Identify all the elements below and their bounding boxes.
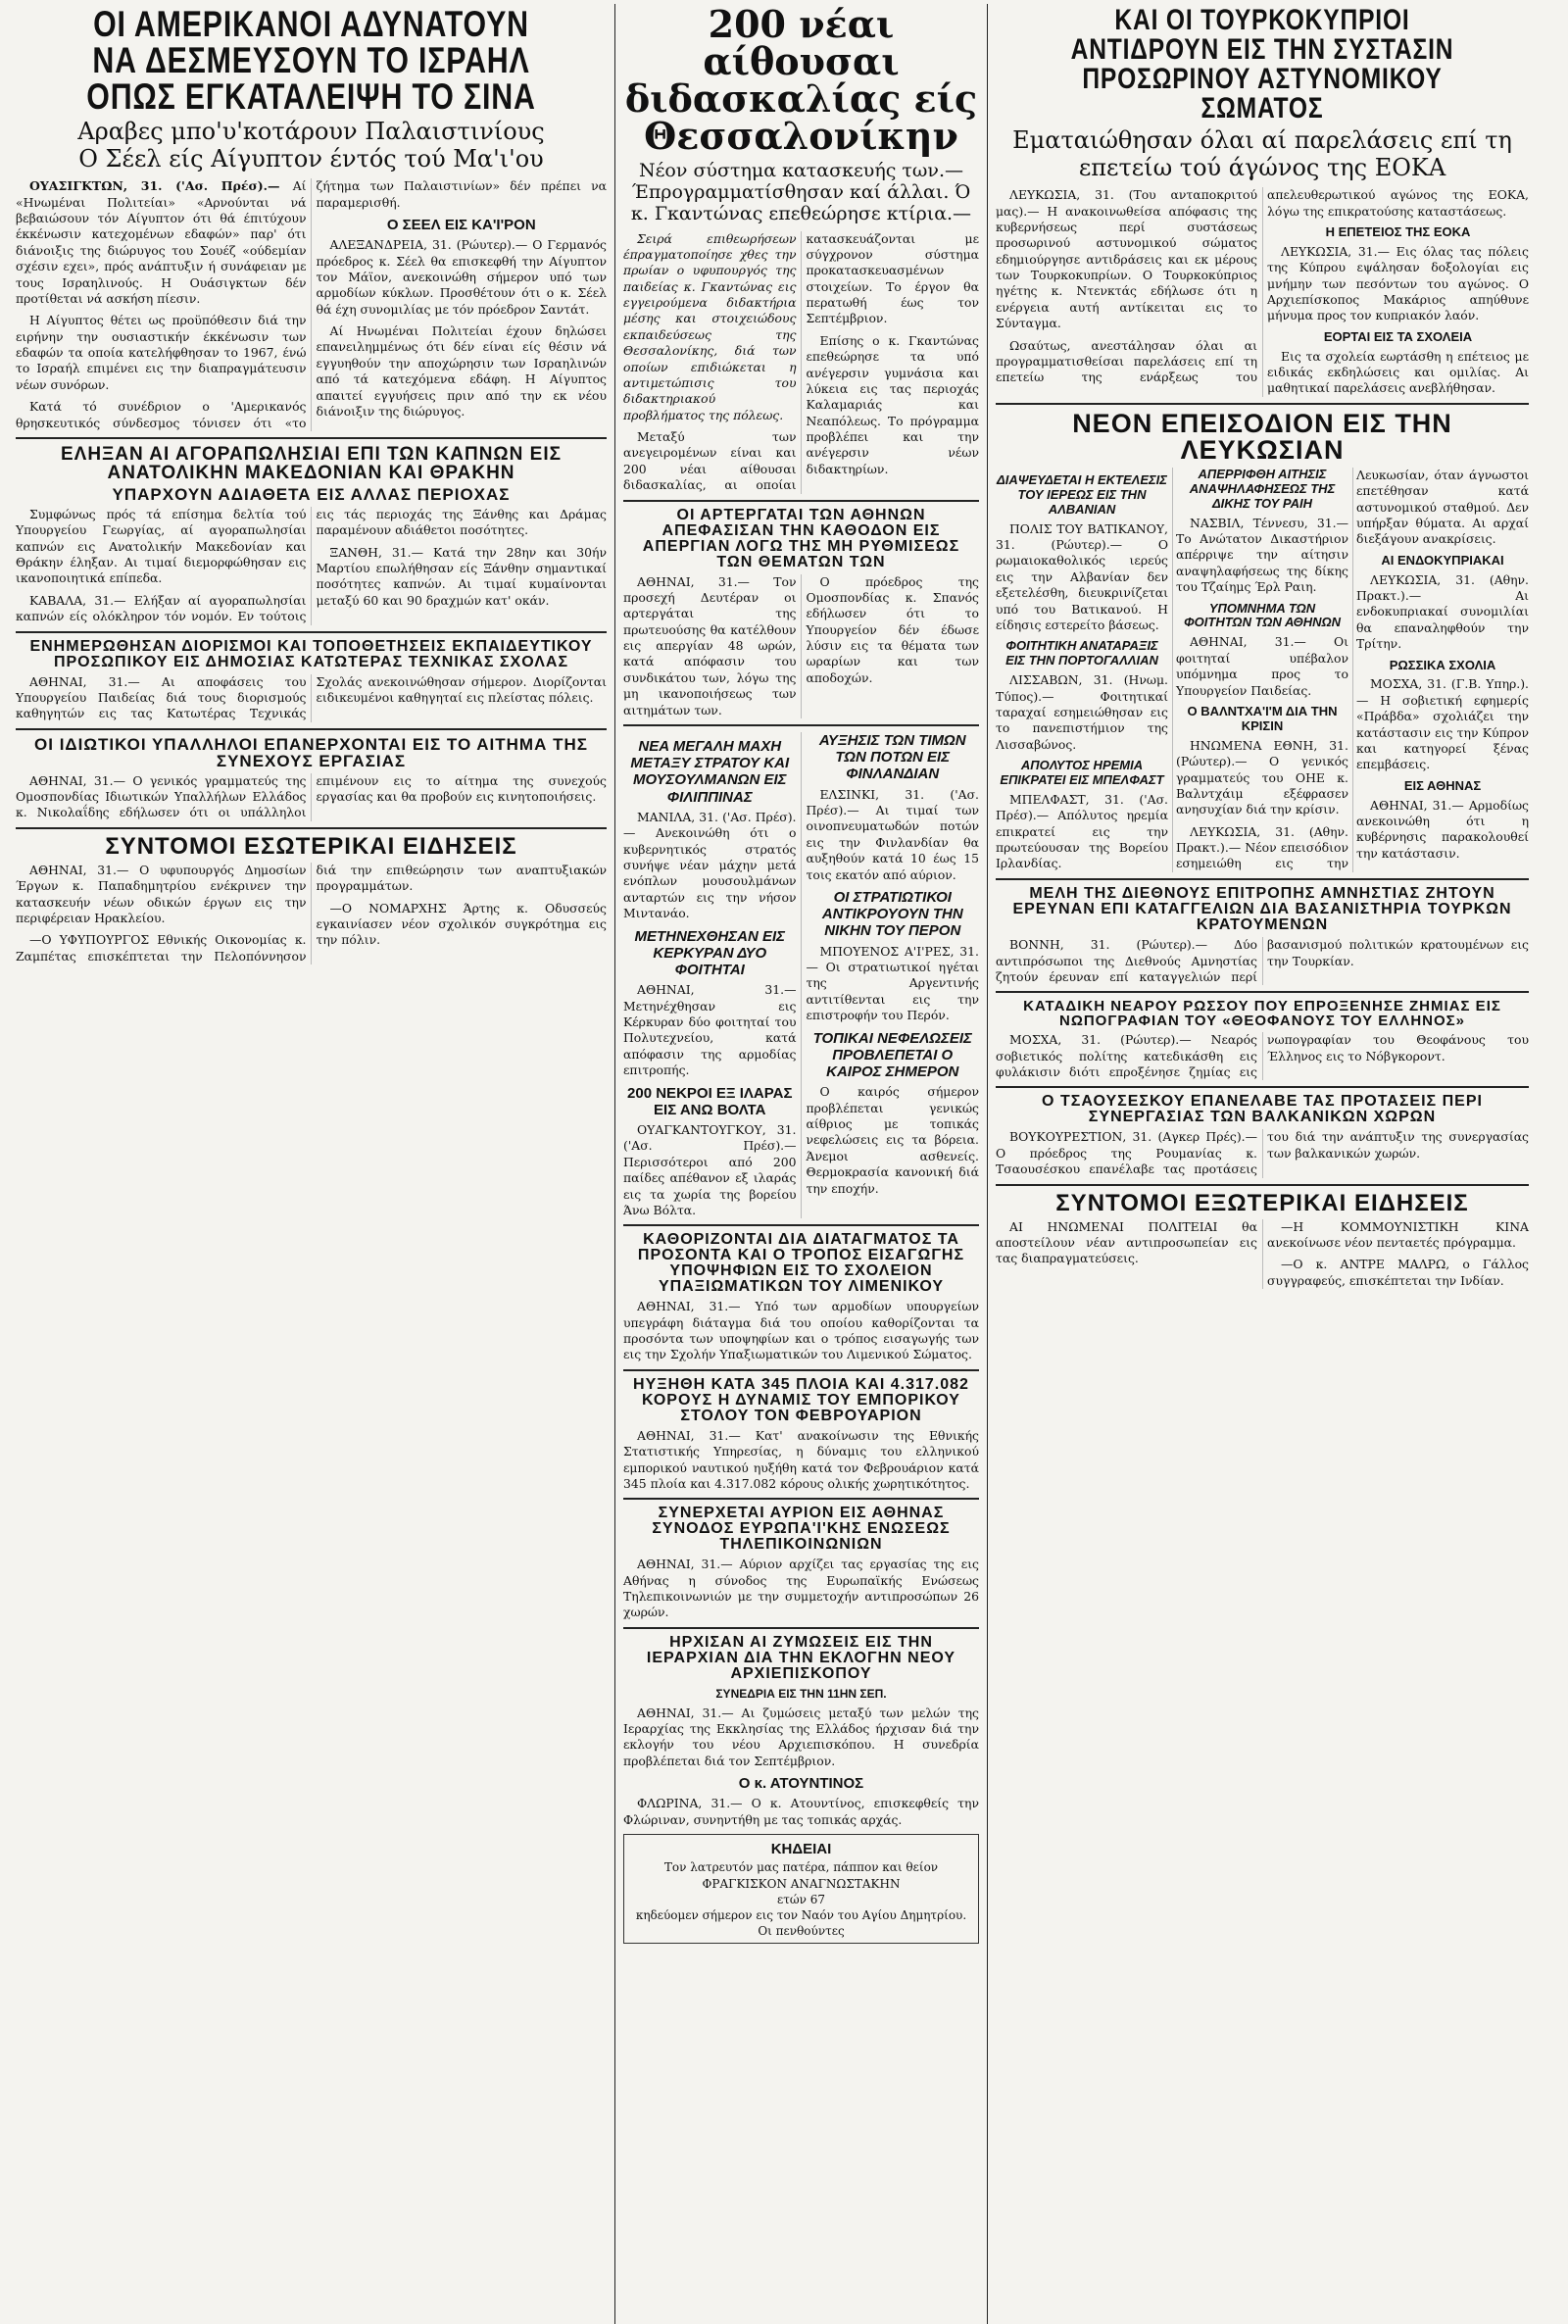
- article-corfu-students: ΑΘΗΝΑΙ, 31.— Μετηνέχθησαν εις Κέρκυραν δύο φοιτηταί του Πολυτεχνείου, κατά απόφασιν της αρμοδίας επιτροπής.: [623, 982, 797, 1078]
- obituary-box: [623, 1834, 979, 1944]
- article-classrooms-p3: Επίσης ο κ. Γκαντώνας επεθεώρησε τα υπό ανέγερσιν γυμνάσια και λύκεια εις τας περιοχάς Καλαμαριάς και Νεαπόλεως. Το πρόγραμμα προβλέπει και την ανέγερσιν νέων διδακτηρίων.: [806, 332, 979, 476]
- brief-1: ΑΘΗΝΑΙ, 31.— Ο υφυπουργός Δημοσίων Έργων κ. Παπαδημητρίου ενέκρινεν την κατασκευήν νέων οδικών έργων εις την περιφέρειαν Ηρακλείου.: [16, 862, 307, 925]
- article-fresco-damage: ΜΟΣΧΑ, 31. (Ρώυτερ).— Νεαρός σοβιετικός πολίτης κατεδικάσθη εις φυλάκισιν διότι επροξένησε ζημίας εις νωπογραφίαν του Θεοφάνους του Έλληνος εις το Νόβγκοροντ.: [996, 1032, 1529, 1080]
- article-cyprus-p2: Ωσαύτως, ανεστάλησαν όλαι αι προγραμματισθείσαι παρελάσεις επί τη επετείω της ενάρξεως του απελευθερωτικού αγώνος της ΕΟΚΑ, λόγω της επικρατούσης καταστάσεως.: [996, 187, 1529, 385]
- subheadline-tobacco: ΥΠΑΡΧΟΥΝ ΑΔΙΑΘΕΤΑ ΕΙΣ ΑΛΛΑΣ ΠΕΡΙΟΧΑΣ: [112, 484, 511, 504]
- headline-bakers-strike: ΟΙ ΑΡΤΕΡΓΑΤΑΙ ΤΩΝ ΑΘΗΝΩΝ ΑΠΕΦΑΣΙΣΑΝ ΤΗΝ ΚΑΘΟΔΟΝ ΕΙΣ ΑΠΕΡΓΙΑΝ ΛΟΓΩ ΤΗΣ ΜΗ ΡΥΘΜΙΣΕΩΣ ΤΩΝ ΘΕΜΑΤΩΝ ΤΩΝ: [642, 506, 960, 570]
- headline-corfu-students: ΜΕΤΗΝΕΧΘΗΣΑΝ ΕΙΣ ΚΕΡΚΥΡΑΝ ΔΥΟ ΦΟΙΤΗΤΑΙ: [634, 927, 786, 979]
- subhead-school-celebrations: ΕΟΡΤΑΙ ΕΙΣ ΤΑ ΣΧΟΛΕΙΑ: [1323, 328, 1473, 344]
- headline-thessaloniki-classrooms: 200 νέαι αίθουσαι διδασκαλίας είς Θεσσαλονίκην: [624, 4, 978, 158]
- article-intercommunal: ΛΕΥΚΩΣΙΑ, 31. (Αθην. Πρακτ.).— Αι ενδοκυπριακαί συνομιλίαι θα επαναληφθούν την Τρίτην.: [1356, 571, 1529, 652]
- article-israel-side: Αί Ηνωμέναι Πολιτείαι έχουν δηλώσει επανειλημμένως ότι δέν είναι είς θέσιν νά εγγυηθούν την αποχώρησιν των Ισραηλινών από τά κατεχόμενα εδάφη. Η Αίγυπτος απαιτεί εγγυήσεις πριν από την εκ νέου διάνοιξιν της διώρυγος.: [316, 323, 607, 419]
- headline-tobacco: ΕΛΗΞΑΝ ΑΙ ΑΓΟΡΑΠΩΛΗΣΙΑΙ ΕΠΙ ΤΩΝ ΚΑΠΝΩΝ ΕΙΣ ΑΝΑΤΟΛΙΚΗΝ ΜΑΚΕΔΟΝΙΑΝ ΚΑΙ ΘΡΑΚΗΝ: [60, 443, 563, 483]
- article-portugal-students: ΛΙΣΣΑΒΩΝ, 31. (Ηνωμ. Τύπος).— Φοιτητικαί ταραχαί εσημειώθησαν εις το πανεπιστήμιον της Λισσαβώνος.: [996, 672, 1168, 752]
- article-archbishop: ΑΘΗΝΑΙ, 31.— Αι ζυμώσεις μεταξύ των μελών της Ιεραρχίας της Εκκλησίας της Ελλάδος ήρχισαν διά την εκλογήν του νέου Αρχιεπισκόπου. Η συνεδρία προβλέπεται διά τον Σεπτέμβριον.: [623, 1705, 979, 1768]
- headline-israel-sinai: ΟΙ ΑΜΕΡΙΚΑΝΟΙ ΑΔΥΝΑΤΟΥΝ ΝΑ ΔΕΣΜΕΥΣΟΥΝ ΤΟ ΙΣΡΑΗΛ ΟΠΩΣ ΕΓΚΑΤΑΛΕΙΨΗ ΤΟ ΣΙΝΑ: [86, 4, 536, 117]
- article-telecom: ΑΘΗΝΑΙ, 31.— Αύριον αρχίζει τας εργασίας της εις Αθήνας η σύνοδος της Ευρωπαϊκής Ενώσεως Τηλεπικοινωνιών με την συμμετοχήν αντιπροσώπων 26 χωρών.: [623, 1557, 979, 1620]
- headline-nicosia-incident: ΝΕΟΝ ΕΠΕΙΣΟΔΙΟΝ ΕΙΣ ΤΗΝ ΛΕΥΚΩΣΙΑΝ: [1072, 408, 1452, 465]
- subhead-intercommunal: ΑΙ ΕΝΔΟΚΥΠΡΙΑΚΑΙ: [1381, 552, 1504, 568]
- article-classrooms-p1: Σειρά επιθεωρήσεων έπραγματοποίησε χθες την πρωίαν ο υφυπουργός της παιδείας κ. Γκαντώνας εις εγγειρούμενα διδακτήρια μέσης και στοιχειώδους εκπαιδεύσεως της Θεσσαλονίκης, διά των οποίων επιδιώκεται η αντιμετώπισις του διδακτηριακού προβλήματος της πόλεως.: [623, 230, 797, 422]
- headline-teachers: ΕΝΗΜΕΡΩΘΗΣΑΝ ΔΙΟΡΙΣΜΟΙ ΚΑΙ ΤΟΠΟΘΕΤΗΣΕΙΣ ΕΚΠΑΙΔΕΥΤΙΚΟΥ ΠΡΟΣΩΠΙΚΟΥ ΕΙΣ ΔΗΜΟΣΙΑΣ ΚΑΤΩΤΕΡΑΣ ΤΕΧΝΙΚΑΣ ΣΧΟΛΑΣ: [29, 637, 593, 670]
- article-tobacco-p2: ΚΑΒΑΛΑ, 31.— Ελήξαν αί αγοραπωλησίαι καπνών είς ολόκληρον τόν νομόν. Εν τούτοις εις τάς περιοχάς της Ξάνθης και Δράμας παραμένουν αδιάθετοι ποσότητες.: [16, 506, 607, 624]
- article-nicosia-incident: ΛΕΥΚΩΣΙΑ, 31. (Αθην. Πρακτ.).— Νέον επεισόδιον εσημειώθη εις την Λευκωσίαν, όταν άγνωστοι επετέθησαν κατά αστυνομικού σταθμού. Δεν υπήρξαν θύματα. Αι αρχαί διεξάγουν ανακρίσεις.: [1176, 467, 1529, 871]
- article-cyprus-p3: ΛΕΥΚΩΣΙΑ, 31.— Εις όλας τας πόλεις της Κύπρου εψάλησαν δοξολογίαι εις μνήμην των πεσόντων του αγώνος. Ο Αρχιεπίσκοπος Μακάριος απηύθυνε μήνυμα προς τον κυπριακόν λαόν.: [1267, 243, 1529, 323]
- headline-fresco-damage: ΚΑΤΑΔΙΚΗ ΝΕΑΡΟΥ ΡΩΣΣΟΥ ΠΟΥ ΕΠΡΟΞΕΝΗΣΕ ΖΗΜΙΑΣ ΕΙΣ ΝΩΠΟΓΡΑΦΙΑΝ ΤΟΥ «ΘΕΟΦΑΝΟΥΣ ΤΟΥ ΕΛΛΗΝΟΣ»: [1023, 998, 1501, 1030]
- article-seel: ΑΛΕΞΑΝΔΡΕΙΑ, 31. (Ρώυτερ).— Ο Γερμανός πρόεδρος κ. Σέελ θα επισκεφθή την Αίγυπτον τον Μάϊον, ανεκοινώθη σήμερον υπό των αρμοδίων κύκλων. Προσθέτουν ότι ο κ. Σέελ θά έχη συνομιλίας με τόν πρόεδρον Σαντάτ.: [316, 237, 607, 317]
- headline-finland: ΑΥΞΗΣΙΣ ΤΩΝ ΤΙΜΩΝ ΤΩΝ ΠΟΤΩΝ ΕΙΣ ΦΙΝΛΑΝΔΙΑΝ: [818, 731, 966, 783]
- article-private-employees: ΑΘΗΝΑΙ, 31.— Ο γενικός γραμματεύς της Ομοσπονδίας Ιδιωτικών Υπαλλήλων Ελλάδος κ. Νικολαΐδης εδήλωσεν ότι οι υπάλληλοι επιμένουν εις το αίτημα της συνεχούς εργασίας και θα προβούν εις κινητοποιήσεις.: [16, 772, 607, 820]
- subhead-eoka-anniversary: Η ΕΠΕΤΕΙΟΣ ΤΗΣ ΕΟΚΑ: [1325, 223, 1471, 239]
- headline-ceausescu: Ο ΤΣΑΟΥΣΕΣΚΟΥ ΕΠΑΝΕΛΑΒΕ ΤΑΣ ΠΡΟΤΑΣΕΙΣ ΠΕΡΙ ΣΥΝΕΡΓΑΣΙΑΣ ΤΩΝ ΒΑΛΚΑΝΙΚΩΝ ΧΩΡΩΝ: [1042, 1093, 1483, 1126]
- headline-belfast: ΑΠΟΛΥΤΟΣ ΗΡΕΜΙΑ ΕΠΙΚΡΑΤΕΙ ΕΙΣ ΜΠΕΛΦΑΣΤ: [1000, 758, 1164, 787]
- headline-turkish-cypriots: ΚΑΙ ΟΙ ΤΟΥΡΚΟΚΥΠΡΙΟΙ ΑΝΤΙΔΡΟΥΝ ΕΙΣ ΤΗΝ ΣΥΣΤΑΣΙΝ ΠΡΟΣΩΡΙΝΟΥ ΑΣΤΥΝΟΜΙΚΟΥ ΣΩΜΑΤΟΣ: [1070, 4, 1454, 124]
- headline-telecom: ΣΥΝΕΡΧΕΤΑΙ ΑΥΡΙΟΝ ΕΙΣ ΑΘΗΝΑΣ ΣΥΝΟΔΟΣ ΕΥΡΩΠΑ'Ι'ΚΗΣ ΕΝΩΣΕΩΣ ΤΗΛΕΠΙΚΟΙΝΩΝΙΩΝ: [652, 1505, 951, 1554]
- obituary-text: Τον λατρευτόν μας πατέρα, πάππον και θείον ΦΡΑΓΚΙΣΚΟΝ ΑΝΑΓΝΩΣΤΑΚΗΝ ετών 67 κηδεύομεν σήμερον εις τον Ναόν του Αγίου Δημητρίου. Οι πενθούντες: [635, 1860, 967, 1939]
- headline-waldheim: Ο ΒΑΛΝΤΧΑ'Ι'Μ ΔΙΑ ΤΗΝ ΚΡΙΣΙΝ: [1187, 703, 1338, 733]
- article-cyprus-p1: ΛΕΥΚΩΣΙΑ, 31. (Του ανταποκριτού μας).— Η ανακοινωθείσα απόφασις της κυβερνήσεως περί συστάσεως προσωρινού αστυνομικού σώματος εδημιούργησε αντιδράσεις και εκ μέρους των Τουρκοκυπρίων. Ο Τουρκοκύπριος ηγέτης κ. Ντενκτάς εδήλωσε ότι η ενέργεια αυτή αντίκειται εις το Σύνταγμα.: [996, 187, 1257, 331]
- article-bakers-p1: ΑΘΗΝΑΙ, 31.— Τον προσεχή Δευτέραν οι αρτεργάται της πρωτευούσης θα κατέλθουν εις απεργίαν 48 ωρών, κατά απόφασιν του συνδικάτου των, λόγω της μη ικανοποιήσεως των αιτημάτων των.: [623, 573, 797, 717]
- obituary-title: ΚΗΔΕΙΑΙ: [770, 1841, 832, 1858]
- article-teachers: ΑΘΗΝΑΙ, 31.— Αι αποφάσεις του Υπουργείου Παιδείας διά τους διορισμούς καθηγητών εις τας Κατωτέρας Τεχνικάς Σχολάς ανεκοινώθησαν σήμερον. Διορίζονται ειδικευμένοι καθηγηταί εις πλείστας πόλεις.: [16, 673, 607, 721]
- article-israel-p3: Κατά τό συνέδριον ο 'Αμερικανός θρησκευτικός σύνδεσμος τόνισεν ότι «το ζήτημα των Παλαιστινίων» δέν πρέπει να παραμερισθή.: [16, 178, 607, 430]
- foreign-brief-1: ΑΙ ΗΝΩΜΕΝΑΙ ΠΟΛΙΤΕΙΑΙ θα αποστείλουν νέαν αντιπροσωπείαν εις τας διαπραγματεύσεις.: [996, 1218, 1257, 1266]
- subheadline-eoka: Εματαιώθησαν όλαι αί παρελάσεις επί τη επετείω τού άγώνος της ΕΟΚΑ: [1012, 126, 1512, 181]
- article-amnesty: ΒΟΝΝΗ, 31. (Ρώυτερ).— Δύο αντιπρόσωποι της Διεθνούς Αμνηστίας ζητούν έρευναν επί καταγγελιών περί βασανισμού πολιτικών κρατουμένων εις την Τουρκίαν.: [996, 937, 1529, 984]
- foreign-brief-3: —Ο κ. ΑΝΤΡΕ ΜΑΛΡΩ, ο Γάλλος συγγραφεύς, επισκέπτεται την Ινδίαν.: [1267, 1257, 1529, 1288]
- headline-atountinos: Ο κ. ΑΤΟΥΝΤΙΝΟΣ: [738, 1775, 864, 1793]
- article-peron: ΜΠΟΥΕΝΟΣ Α'Ι'ΡΕΣ, 31.— Οι στρατιωτικοί ηγέται της Αργεντινής αντιτίθενται εις την επιστροφήν του Περόν.: [806, 943, 979, 1023]
- headline-students-memo: ΥΠΟΜΝΗΜΑ ΤΩΝ ΦΟΙΤΗΤΩΝ ΤΩΝ ΑΘΗΝΩΝ: [1183, 600, 1342, 630]
- subhead-athens: ΕΙΣ ΑΘΗΝΑΣ: [1403, 777, 1482, 793]
- subhead-seel-cairo: Ο ΣΕΕΛ ΕΙΣ ΚΑ'Ι'ΡΟΝ: [386, 216, 536, 233]
- headline-amnesty: ΜΕΛΗ ΤΗΣ ΔΙΕΘΝΟΥΣ ΕΠΙΤΡΟΠΗΣ ΑΜΝΗΣΤΙΑΣ ΖΗΤΟΥΝ ΕΡΕΥΝΑΝ ΕΠΙ ΚΑΤΑΓΓΕΛΙΩΝ ΔΙΑ ΒΑΣΑΝΙΣΤΗΡΙΑ ΤΟΥΡΚΩΝ ΚΡΑΤΟΥΜΕΝΩΝ: [1012, 885, 1512, 934]
- article-measles: ΟΥΑΓΚΑΝΤΟΥΓΚΟΥ, 31. ('Ασ. Πρέσ).— Περισσότεροι από 200 παίδες απέθανον εξ ιλαράς εις τα χωρία της βορείου Άνω Βόλτα.: [623, 1122, 797, 1217]
- headline-albania-priest: ΔΙΑΨΕΥΔΕΤΑΙ Η ΕΚΤΕΛΕΣΙΣ ΤΟΥ ΙΕΡΕΩΣ ΕΙΣ ΤΗΝ ΑΛΒΑΝΙΑΝ: [997, 471, 1167, 517]
- headline-coast-guard: ΚΑΘΟΡΙΖΟΝΤΑΙ ΔΙΑ ΔΙΑΤΑΓΜΑΤΟΣ ΤΑ ΠΡΟΣΟΝΤΑ ΚΑΙ Ο ΤΡΟΠΟΣ ΕΙΣΑΓΩΓΗΣ ΥΠΟΨΗΦΙΩΝ ΕΙΣ ΤΟ ΣΧΟΛΕΙΟΝ ΥΠΑΞΙΩΜΑΤΙΚΩΝ ΤΟΥ ΛΙΜΕΝΙΚΟΥ: [637, 1231, 965, 1296]
- article-albania-priest: ΠΟΛΙΣ ΤΟΥ ΒΑΤΙΚΑΝΟΥ, 31. (Ρώυτερ).— Ο ρωμαιοκαθολικός ιερεύς εις την Αλβανίαν δεν εξετελέσθη, διευκρινίζεται υπό του Βατικανού. Η είδησις εστερείτο βάσεως.: [996, 520, 1168, 632]
- dateline-washington: ΟΥΑΣΙΓΚΤΩΝ, 31. ('Ασ. Πρέσ).—: [29, 178, 280, 194]
- headline-weather: ΤΟΠΙΚΑΙ ΝΕΦΕΛΩΣΕΙΣ ΠΡΟΒΛΕΠΕΤΑΙ Ο ΚΑΙΡΟΣ ΣΗΜΕΡΟΝ: [812, 1029, 972, 1081]
- kicker-archbishop: ΣΥΝΕΔΡΙΑ ΕΙΣ ΤΗΝ 11ΗΝ ΣΕΠ.: [715, 1686, 887, 1701]
- article-ray-appeal: ΝΑΣΒΙΛ, Τέννεσυ, 31.— Το Ανώτατον Δικαστήριον απέρριψε την αίτησιν αναψηλαφήσεως της δίκης του Τζαίημς Έρλ Ραιη.: [1176, 515, 1348, 595]
- brief-2: —Ο ΥΦΥΠΟΥΡΓΟΣ Εθνικής Οικονομίας κ. Ζαμπέτας επισκέπτεται την Πελοπόννησον διά την επιθεώρησιν των αναπτυξιακών προγραμμάτων.: [16, 862, 607, 964]
- headline-ray-appeal: ΑΠΕΡΡΙΦΘΗ ΑΙΤΗΣΙΣ ΑΝΑΨΗΛΑΦΗΣΕΩΣ ΤΗΣ ΔΙΚΗΣ ΤΟΥ ΡΑΙΗ: [1189, 466, 1336, 511]
- article-athens: ΑΘΗΝΑΙ, 31.— Αρμοδίως ανεκοινώθη ότι η κυβέρνησις παρακολουθεί την κατάστασιν.: [1356, 797, 1529, 861]
- article-atountinos: ΦΛΩΡΙΝΑ, 31.— Ο κ. Ατουντίνος, επισκεφθείς την Φλώριναν, συνηντήθη με τας τοπικάς αρχάς.: [623, 1796, 979, 1827]
- headline-portugal-students: ΦΟΙΤΗΤΙΚΗ ΑΝΑΤΑΡΑΞΙΣ ΕΙΣ ΤΗΝ ΠΟΡΤΟΓΑΛΛΙΑΝ: [1005, 638, 1158, 668]
- article-ceausescu: ΒΟΥΚΟΥΡΕΣΤΙΟΝ, 31. (Αγκερ Πρές).— Ο πρόεδρος της Ρουμανίας κ. Τσαουσέσκου επανέλαβε τας προτάσεις του διά την ανάπτυξιν της συνεργασίας των βαλκανικών χωρών.: [996, 1129, 1529, 1177]
- column-left: [8, 4, 615, 2324]
- headline-domestic-briefs: ΣΥΝΤΟΜΟΙ ΕΣΩΤΕΡΙΚΑΙ ΕΙΔΗΣΕΙΣ: [105, 832, 517, 860]
- article-israel-p1: Αί «Ηνωμέναι Πολιτείαι» «Αρνούνται νά βεβαιώσουν τόν Αίγυπτον ότι θά έπιτύχουν έκκένωσιν κατεχομένων εδαφών» παρ' ότι διάνοιξις της διώρυγος του Σουέζ «ούδεμίαν σχέσιν εχει», πρός ανάπτυξιν ή συνάφειαν με τους Ισραηλινούς. Η Ουάσιγκτων δέν προτίθεται νά ασκήση πίεσιν.: [16, 178, 307, 306]
- subhead-russian-comments: ΡΩΣΣΙΚΑ ΣΧΟΛΙΑ: [1389, 657, 1496, 672]
- headline-peron: ΟΙ ΣΤΡΑΤΙΩΤΙΚΟΙ ΑΝΤΙΚΡΟΥΟΥΝ ΤΗΝ ΝΙΚΗΝ ΤΟΥ ΠΕΡΟΝ: [821, 888, 963, 940]
- article-belfast: ΜΠΕΛΦΑΣΤ, 31. ('Ασ. Πρέσ).— Απόλυτος ηρεμία επικρατεί εις την πρωτεύουσαν της Βορείου Ιρλανδίας.: [996, 791, 1168, 871]
- headline-merchant-fleet: ΗΥΞΗΘΗ ΚΑΤΑ 345 ΠΛΟΙΑ ΚΑΙ 4.317.082 ΚΟΡΟΥΣ Η ΔΥΝΑΜΙΣ ΤΟΥ ΕΜΠΟΡΙΚΟΥ ΣΤΟΛΟΥ ΤΟΝ ΦΕΒΡΟΥΑΡΙΟΝ: [633, 1375, 969, 1424]
- article-tobacco-p3: ΞΑΝΘΗ, 31.— Κατά την 28ην και 30ήν Μαρτίου επωλήθησαν είς Ξάνθην σημαντικαί ποσότητες καπνών. Αι τιμαί κυμαίνονται μεταξύ 60 και 90 δραχμών κατ' οκάν.: [316, 544, 607, 608]
- brief-3: —Ο ΝΟΜΑΡΧΗΣ Άρτης κ. Οδυσσεύς εγκαινίασεν νέον σχολικόν συγκρότημα εις την πόλιν.: [316, 900, 607, 948]
- article-bakers-p2: Ο πρόεδρος της Ομοσπονδίας κ. Σπανός εδήλωσεν ότι το Υπουργείον δέν έδωσε λύσιν εις τα θέματα των ωραρίων και των αποδοχών.: [806, 573, 979, 685]
- subheadline-palestinians: Αραβες μπο'υ'κοτάρουν Παλαιστινίους Ο Σέελ είς Αίγυπτον έντός τού Μα'ι'ου: [77, 118, 545, 173]
- headline-foreign-briefs: ΣΥΝΤΟΜΟΙ ΕΞΩΤΕΡΙΚΑΙ ΕΙΔΗΣΕΙΣ: [1055, 1189, 1469, 1216]
- article-merchant-fleet: ΑΘΗΝΑΙ, 31.— Κατ' ανακοίνωσιν της Εθνικής Στατιστικής Υπηρεσίας, η δύναμις του ελληνικού εμπορικού ναυτικού ηυξήθη κατά τον Φεβρουάριον κατά 345 πλοία και 4.317.082 κόρους ολικής χωρητικότητος.: [623, 1427, 979, 1491]
- headline-private-employees: ΟΙ ΙΔΙΩΤΙΚΟΙ ΥΠΑΛΛΗΛΟΙ ΕΠΑΝΕΡΧΟΝΤΑΙ ΕΙΣ ΤΟ ΑΙΤΗΜΑ ΤΗΣ ΣΥΝΕΧΟΥΣ ΕΡΓΑΣΙΑΣ: [34, 734, 588, 770]
- article-waldheim: ΗΝΩΜΕΝΑ ΕΘΝΗ, 31. (Ρώυτερ).— Ο γενικός γραμματεύς του ΟΗΕ κ. Βαλντχάιμ εξέφρασεν ανησυχίαν διά την κρίσιν.: [1176, 737, 1348, 817]
- article-israel-p2: Η Αίγυπτος θέτει ως προϋπόθεσιν διά την ειρήνην την ουσιαστικήν έκκένωσιν των εδαφών τα οποία κατελήφθησαν το 1967, ένώ το Ισραήλ επιμένει εις την διαπραγμάτευσιν νέων συνόρων.: [16, 313, 307, 392]
- subheadline-classrooms: Νέον σύστημα κατασκευής των.— Έπρογραμματίσθησαν καί άλλαι. Ό κ. Γκαντώνας επεθεώρησε κτίρια.—: [630, 160, 972, 224]
- article-cyprus-p4: Εις τα σχολεία εωρτάσθη η επέτειος με ειδικάς εκδηλώσεις και ομιλίας. Αι μαθητικαί παρελάσεις ανεβλήθησαν.: [1267, 348, 1529, 396]
- foreign-brief-2: —Η ΚΟΜΜΟΥΝΙΣΤΙΚΗ ΚΙΝΑ ανεκοίνωσε νέον πενταετές πρόγραμμα.: [1267, 1218, 1529, 1250]
- headline-measles: 200 ΝΕΚΡΟΙ ΕΞ ΙΛΑΡΑΣ ΕΙΣ ΑΝΩ ΒΟΛΤΑ: [627, 1084, 793, 1118]
- article-weather: Ο καιρός σήμερον προβλέπεται γενικώς αίθριος με τοπικάς νεφελώσεις εις τα βόρεια. Άνεμοι ασθενείς. Θερμοκρασία κανονική διά την εποχήν.: [806, 1084, 979, 1196]
- headline-philippines: ΝΕΑ ΜΕΓΑΛΗ ΜΑΧΗ ΜΕΤΑΞΥ ΣΤΡΑΤΟΥ ΚΑΙ ΜΟΥΣΟΥΛΜΑΝΩΝ ΕΙΣ ΦΙΛΙΠΠΙΝΑΣ: [630, 737, 790, 806]
- article-classrooms-p2: Μεταξύ των ανεγειρομένων είναι και 200 νέαι αίθουσαι διδασκαλίας, αι οποίαι κατασκευάζονται με σύγχρονον σύστημα προκατασκευασμένων στοιχείων. Το έργον θα περατωθή έως τον Σεπτέμβριον.: [623, 230, 979, 493]
- article-tobacco-p1: Συμφώνως πρός τά επίσημα δελτία τού Υπουργείου Γεωργίας, αί αγοραπωλησίαι καπνών εις Ανατολικήν Μακεδονίαν και Θράκην έληξαν. Αι τιμαί διεμορφώθησαν εις ικανοποιητικά επίπεδα.: [16, 506, 307, 586]
- article-coast-guard: ΑΘΗΝΑΙ, 31.— Υπό των αρμοδίων υπουργείων υπεγράφη διάταγμα διά του οποίου καθορίζονται τα προσόντα των υποψηφίων και ο τρόπος εισαγωγής των εις την Σχολήν Υπαξιωματικών του Λιμενικού Σώματος.: [623, 1299, 979, 1362]
- article-philippines: ΜΑΝΙΛΑ, 31. ('Ασ. Πρέσ).— Ανεκοινώθη ότι ο κυβερνητικός στρατός συνήψε νέαν μάχην μετά ενόπλων μουσουλμάνων ανταρτών εις την νήσον Μιντανάο.: [623, 809, 797, 921]
- column-middle: [615, 4, 988, 2324]
- article-finland: ΕΛΣΙΝΚΙ, 31. ('Ασ. Πρέσ).— Αι τιμαί των οινοπνευματωδών ποτών εις την Φινλανδίαν θα αυξηθούν κατά 10 έως 15 τοις εκατόν από αύριον.: [806, 786, 979, 882]
- headline-archbishop: ΗΡΧΙΣΑΝ ΑΙ ΖΥΜΩΣΕΙΣ ΕΙΣ ΤΗΝ ΙΕΡΑΡΧΙΑΝ ΔΙΑ ΤΗΝ ΕΚΛΟΓΗΝ ΝΕΟΥ ΑΡΧΙΕΠΙΣΚΟΠΟΥ: [646, 1633, 956, 1682]
- article-russian-comments: ΜΟΣΧΑ, 31. (Γ.Β. Υπηρ.).— Η σοβιετική εφημερίς «Πράβδα» σχολιάζει την κατάστασιν εις την Κύπρον και κατηγορεί ξένας επεμβάσεις.: [1356, 676, 1529, 772]
- article-students-memo: ΑΘΗΝΑΙ, 31.— Οι φοιτηταί υπέβαλον υπόμνημα προς το Υπουργείον Παιδείας.: [1176, 634, 1348, 698]
- column-right: [988, 4, 1537, 2324]
